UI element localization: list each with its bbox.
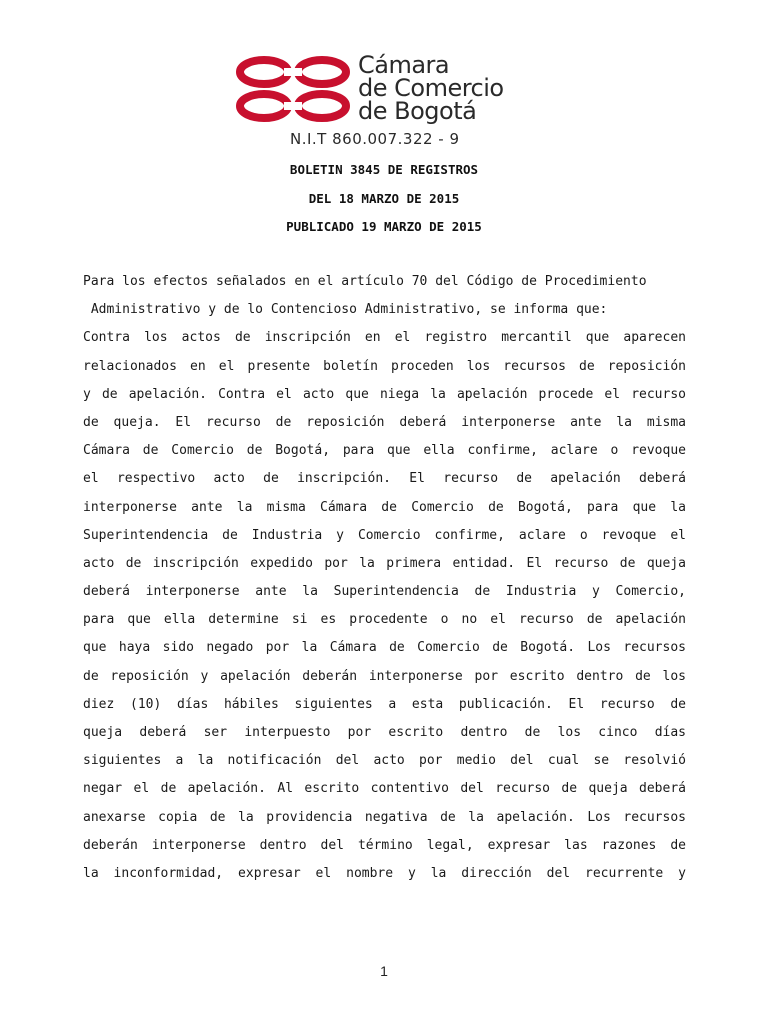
logo-wordmark bbox=[358, 51, 504, 125]
body-line: acto de inscripción expedido por la primera entidad. El recurso de queja bbox=[83, 555, 686, 571]
body-line: siguientes a la notificación del acto por medio del cual se resolvió bbox=[83, 753, 686, 769]
body-line: de reposición y apelación deberán interponerse por escrito dentro de los bbox=[83, 668, 686, 684]
body-line: Superintendencia de Industria y Comercio confirme, aclare o revoque el bbox=[83, 527, 686, 543]
body-line: y de apelación. Contra el acto que niega la apelación procede el recurso bbox=[83, 386, 686, 402]
logo-line-2: de Comercio bbox=[358, 74, 504, 102]
body-line: anexarse copia de la providencia negativa de la apelación. Los recursos bbox=[83, 809, 686, 825]
body-line: Cámara de Comercio de Bogotá, para que ella confirme, aclare o revoque bbox=[83, 443, 686, 459]
logo-rings-icon bbox=[234, 52, 358, 132]
body-line: Contra los actos de inscripción en el registro mercantil que aparecen bbox=[83, 330, 686, 346]
body-line: interponerse ante la misma Cámara de Comercio de Bogotá, para que la bbox=[83, 499, 686, 515]
body-line: deberá interponerse ante la Superintendencia de Industria y Comercio, bbox=[83, 584, 686, 600]
bulletin-date: DEL 18 MARZO DE 2015 bbox=[308, 191, 460, 206]
logo-line-1: Cámara bbox=[358, 51, 450, 79]
body-line: el respectivo acto de inscripción. El recurso de apelación deberá bbox=[83, 471, 686, 487]
page-number: 1 bbox=[380, 963, 388, 979]
publication-date: PUBLICADO 19 MARZO DE 2015 bbox=[286, 219, 482, 234]
body-line: negar el de apelación. Al escrito contentivo del recurso de queja deberá bbox=[83, 781, 686, 797]
body-line: que haya sido negado por la Cámara de Comercio de Bogotá. Los recursos bbox=[83, 640, 686, 656]
nit-number: N.I.T 860.007.322 - 9 bbox=[290, 130, 460, 148]
body-line: Para los efectos señalados en el artículo 70 del Código de Procedimiento bbox=[83, 274, 647, 289]
body-line: para que ella determine si es procedente o no el recurso de apelación bbox=[83, 612, 686, 628]
body-line: deberán interponerse dentro del término legal, expresar las razones de bbox=[83, 837, 686, 853]
body-line: de queja. El recurso de reposición deberá interponerse ante la misma bbox=[83, 414, 686, 430]
bulletin-title: BOLETIN 3845 DE REGISTROS bbox=[289, 162, 479, 177]
body-line: queja deberá ser interpuesto por escrito dentro de los cinco días bbox=[83, 725, 686, 740]
camara-comercio-logo bbox=[234, 52, 534, 147]
body-line: la inconformidad, expresar el nombre y la dirección del recurrente y bbox=[83, 865, 686, 881]
body-line: Administrativo y de lo Contencioso Administrativo, se informa que: bbox=[83, 302, 608, 318]
body-line: relacionados en el presente boletín proceden los recursos de reposición bbox=[83, 358, 686, 374]
logo-line-3: de Bogotá bbox=[358, 97, 477, 125]
legal-notice-body bbox=[83, 272, 693, 892]
body-line: diez (10) días hábiles siguientes a esta publicación. El recurso de bbox=[83, 696, 686, 712]
